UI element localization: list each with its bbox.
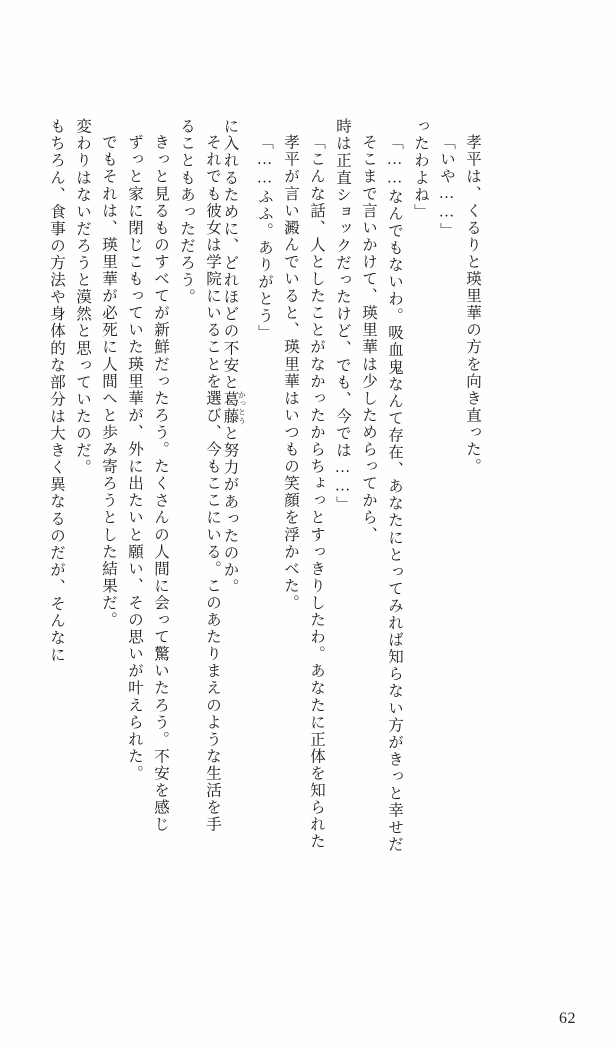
text-column: 孝平が言い澱んでいると、瑛里華はいつもの笑顔を浮かべた。: [282, 134, 299, 612]
text-column: ったわよね」: [412, 118, 429, 221]
text-column: 時は正直ショックだったけど、でも、今では……」: [334, 118, 351, 514]
text-column: 孝平は、くるりと瑛里華の方を向き直った。: [464, 134, 481, 475]
text-column: でもそれは、瑛里華が必死に人間へと歩み寄ろうとした結果だ。: [100, 134, 117, 629]
text-column: 「こんな話、人としたことがなかったからちょっとすっきりしたわ。あなたに正体を知られた: [308, 134, 325, 851]
text-column: きっと見るものすべてが新鮮だったろう。たくさんの人間に会って驚いたろう。不安を感じ: [152, 134, 169, 834]
vertical-text-block: [38, 118, 578, 998]
text-column: 変わりはないだろうと漠然と思っていたのだ。: [74, 118, 91, 477]
text-column: 「……ふふ。ありがとう」: [256, 134, 273, 342]
text-column: 「……なんでもないわ。吸血鬼なんて存在、あなたにとってみれば知らない方がきっと幸せだ: [386, 134, 403, 854]
page-number: 62: [559, 1010, 576, 1027]
text-column: それでも彼女は学院にいることを選び、今もここにいる。このあたりまえのような生活を手: [204, 134, 221, 834]
text-column: そこまで言いかけて、瑛里華は少しためらってから、: [360, 134, 377, 544]
text-column: ることもあっただろう。: [178, 118, 195, 306]
text-column: もちろん、食事の方法や身体的な部分は大きく異なるのだが、そんなに: [48, 118, 65, 664]
text-column: ずっと家に閉じこもっていた瑛里華が、外に出たいと願い、その思いが叶えられた。: [126, 134, 143, 782]
text-column: 「いや……」: [438, 134, 455, 240]
text-column-with-ruby: に入れるために、どれほどの不安と葛藤 かっとうと努力があったのか。: [221, 118, 247, 596]
